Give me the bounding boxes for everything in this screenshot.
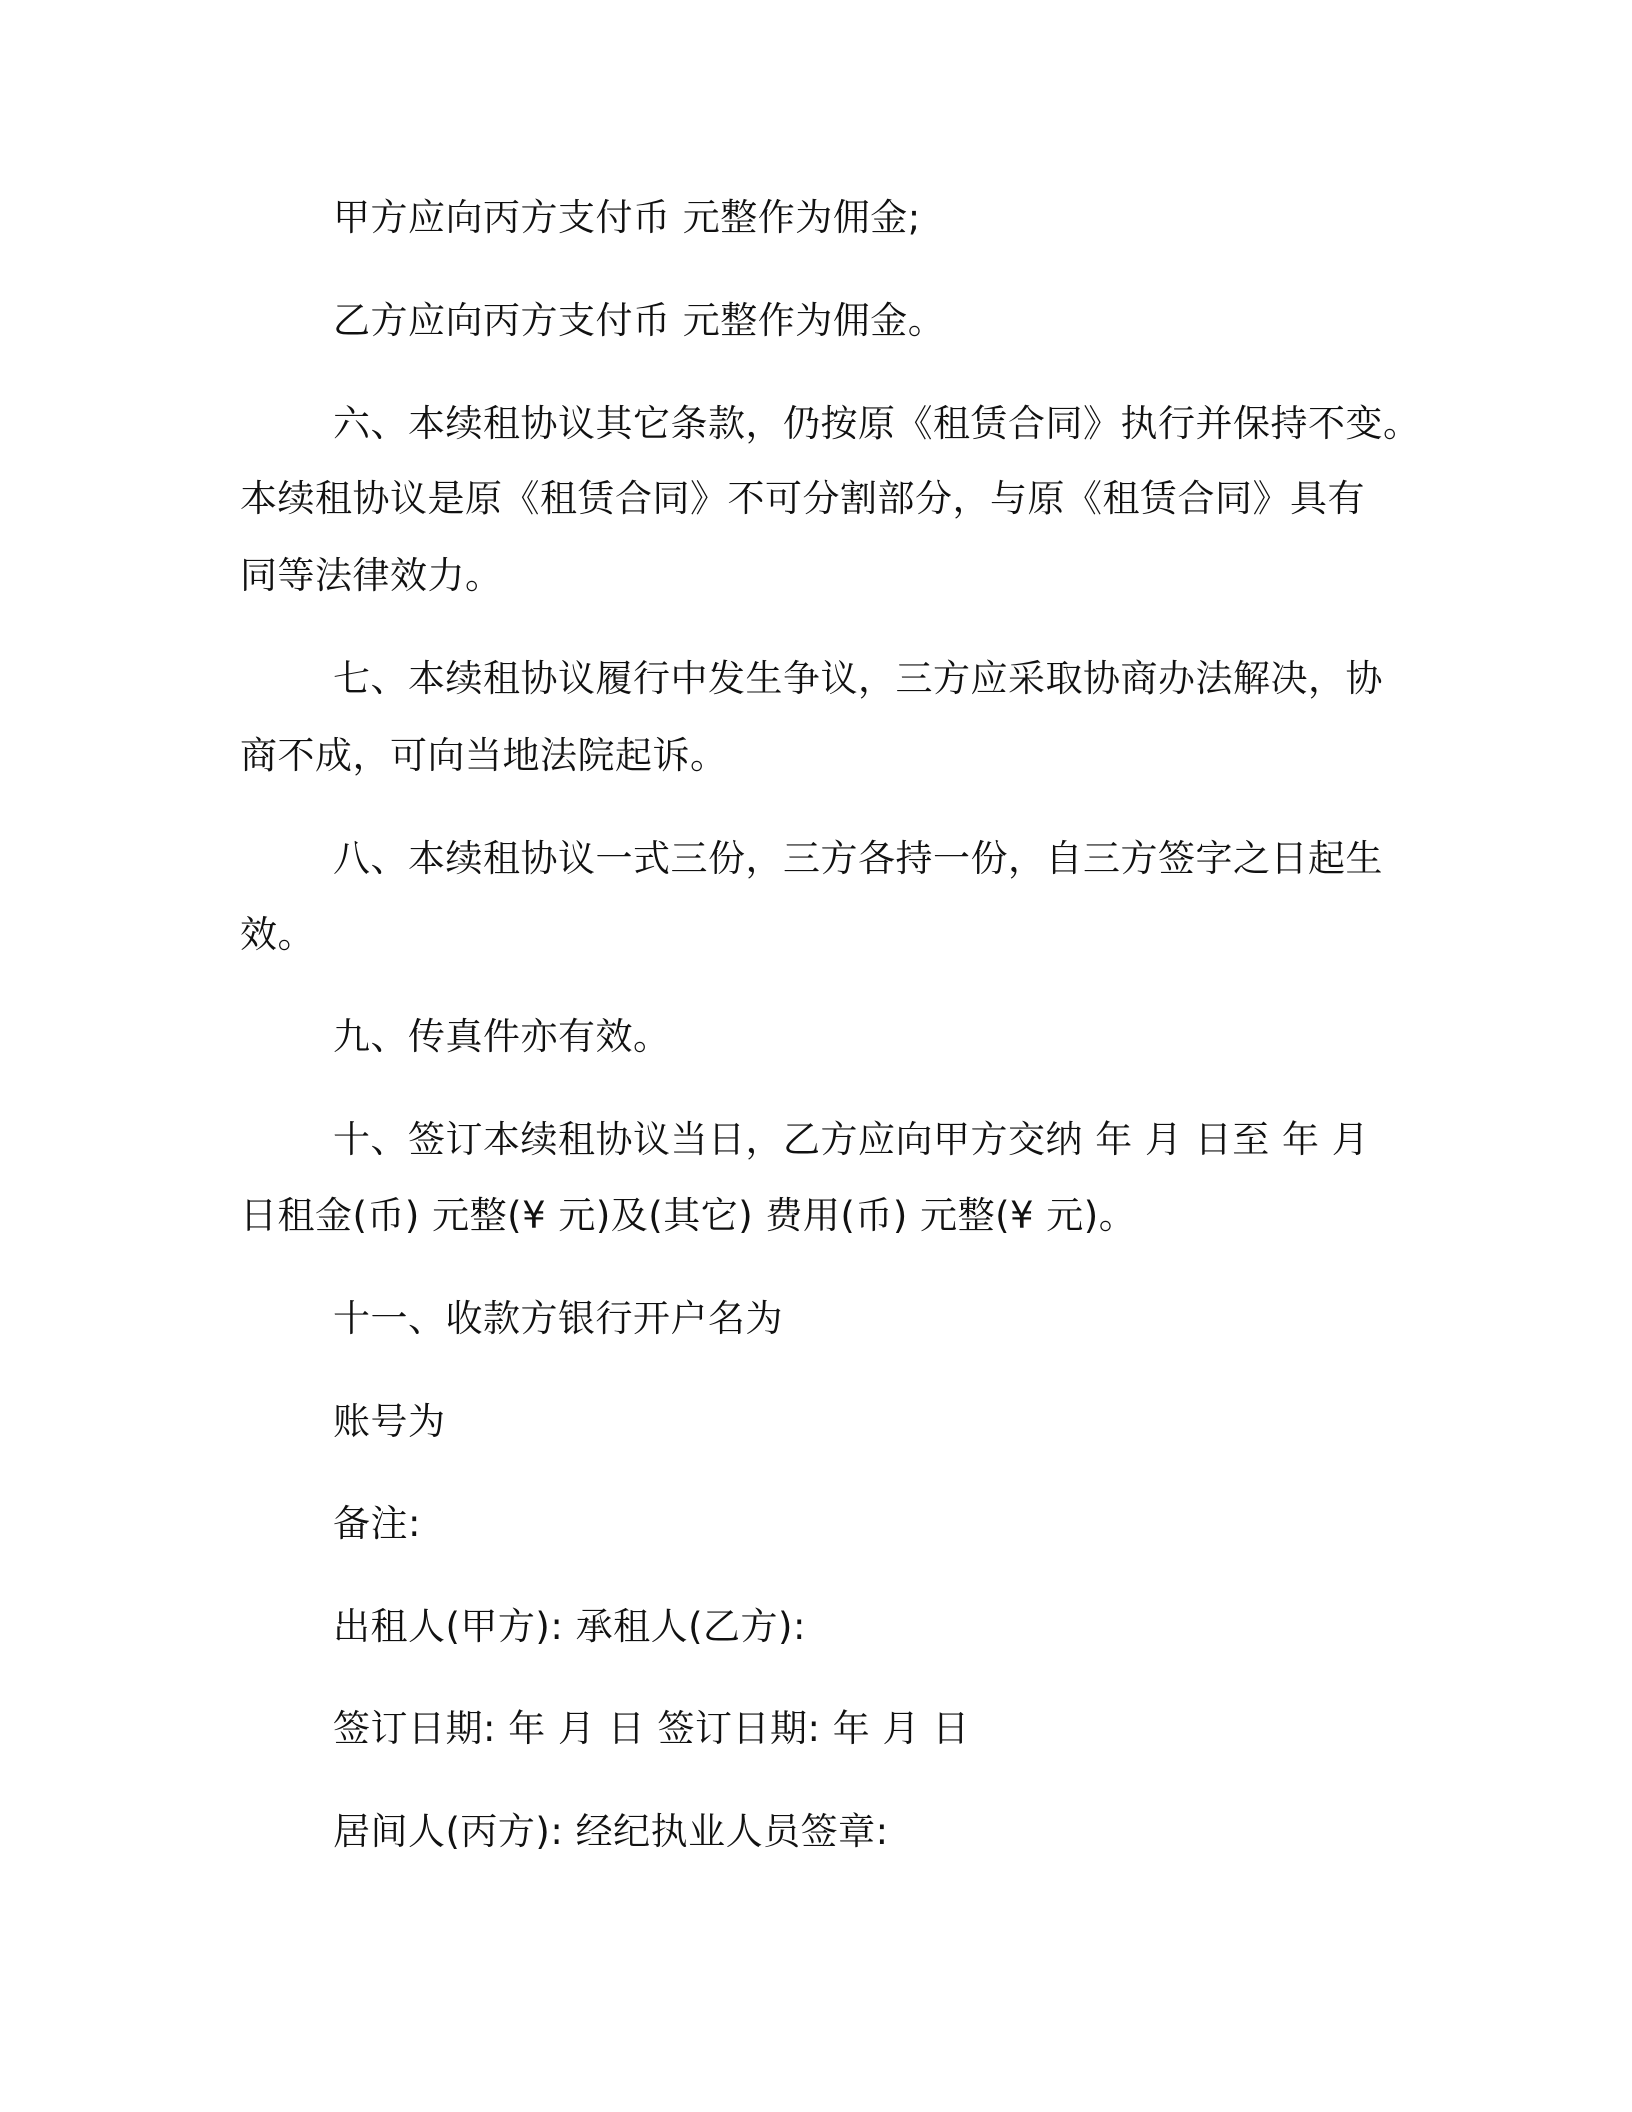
- signing-dates: 签订日期: 年 月 日 签订日期: 年 月 日: [333, 1707, 970, 1750]
- clause-10-line-2: 日租金(币) 元整(¥ 元)及(其它) 费用(币) 元整(¥ 元)。: [240, 1194, 1137, 1237]
- clause-10-line-1: 十、签订本续租协议当日，乙方应向甲方交纳 年 月 日至 年 月: [333, 1118, 1370, 1161]
- commission-party-a: 甲方应向丙方支付币 元整作为佣金;: [333, 196, 921, 239]
- account-number: 账号为: [333, 1400, 446, 1443]
- remarks: 备注:: [333, 1502, 421, 1545]
- clause-11: 十一、收款方银行开户名为: [333, 1297, 783, 1340]
- clause-7-line-2: 商不成，可向当地法院起诉。: [240, 734, 728, 777]
- intermediary-signature: 居间人(丙方): 经纪执业人员签章:: [333, 1810, 889, 1853]
- clause-6-line-1: 六、本续租协议其它条款，仍按原《租赁合同》执行并保持不变。: [333, 402, 1421, 445]
- commission-party-b: 乙方应向丙方支付币 元整作为佣金。: [333, 299, 946, 342]
- clause-7-line-1: 七、本续租协议履行中发生争议，三方应采取协商办法解决，协: [333, 657, 1383, 700]
- clause-8-line-2: 效。: [240, 913, 315, 956]
- clause-6-line-2: 本续租协议是原《租赁合同》不可分割部分，与原《租赁合同》具有: [240, 477, 1365, 520]
- clause-9: 九、传真件亦有效。: [333, 1015, 671, 1058]
- lessor-lessee-signature: 出租人(甲方): 承租人(乙方):: [333, 1605, 806, 1648]
- clause-8-line-1: 八、本续租协议一式三份，三方各持一份，自三方签字之日起生: [333, 837, 1383, 880]
- clause-6-line-3: 同等法律效力。: [240, 554, 503, 597]
